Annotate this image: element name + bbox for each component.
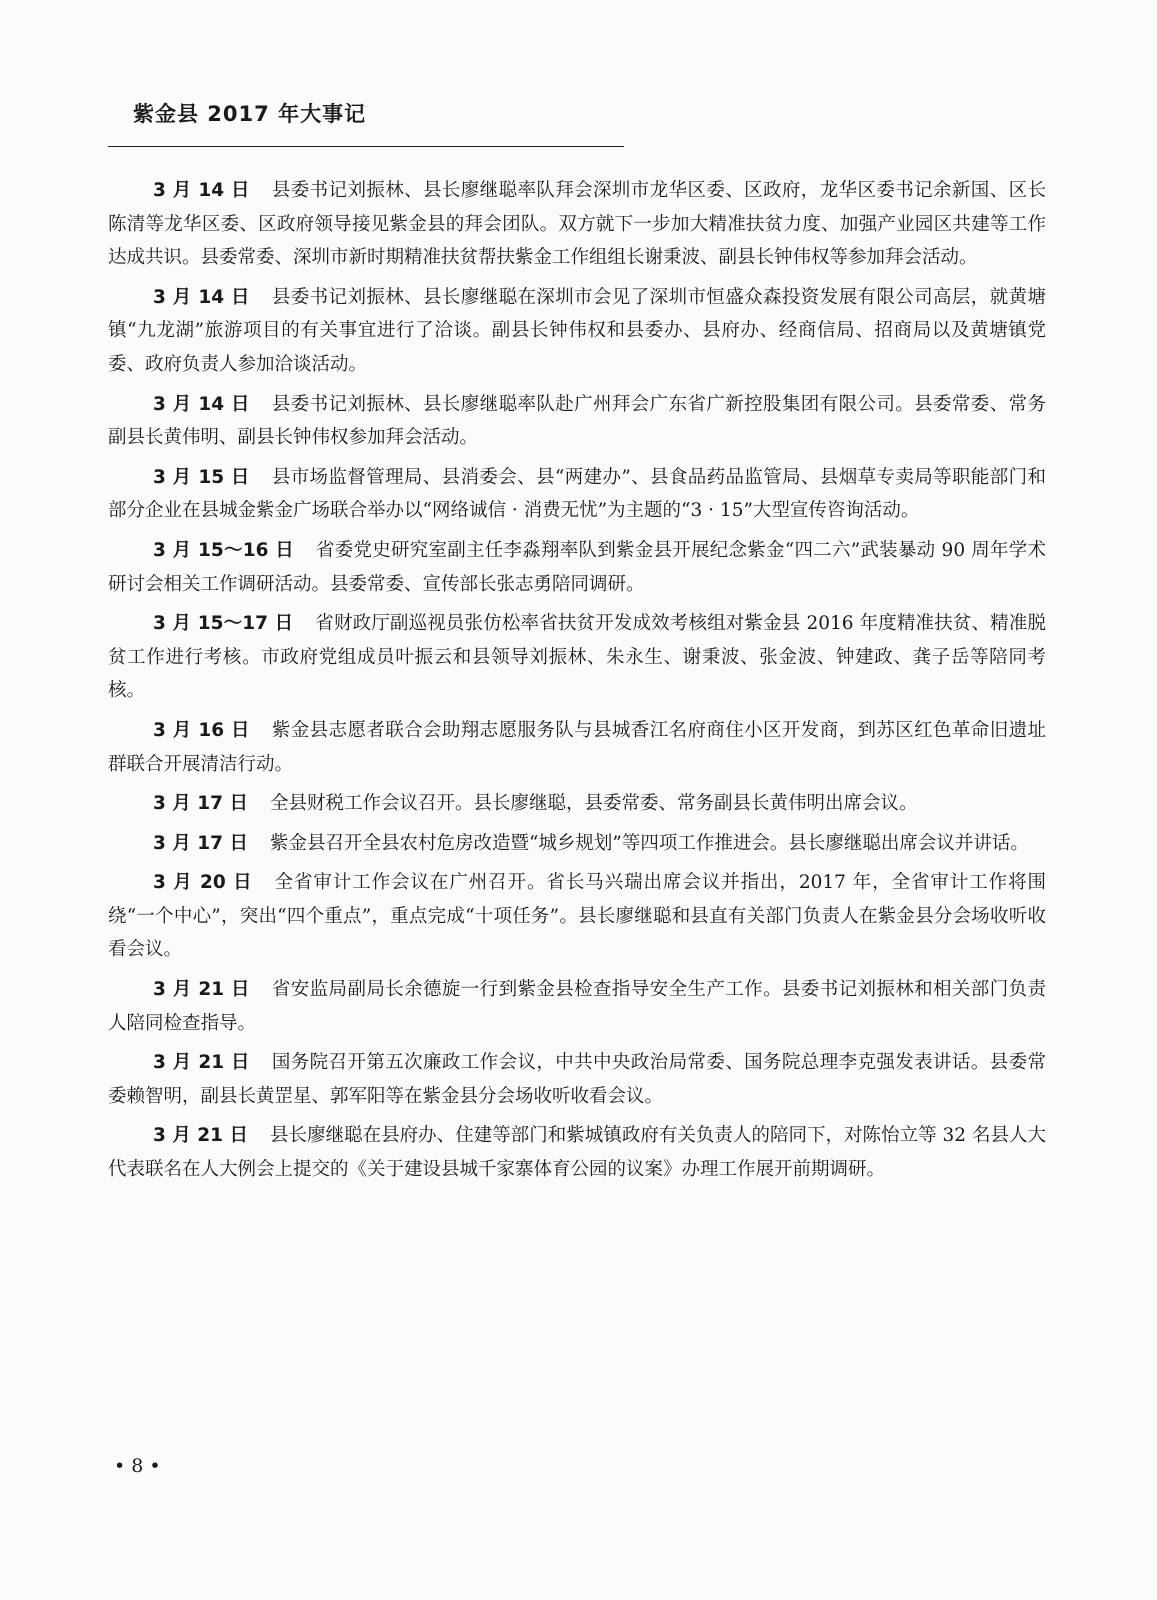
entry-date: 3 月 15～17 日	[153, 613, 294, 635]
entry-date: 3 月 14 日	[153, 180, 250, 201]
entry-text: 县委书记刘振林、县长廖继聪率队拜会深圳市龙华区委、区政府，龙华区委书记余新国、区长陈清等龙华区委、区政府领导接见紫金县的拜会团队。双方就下一步加大精准扶贫力度、加强产业园区共建等工作达成共识。县委常委、深圳市新时期精准扶贫帮扶紫金工作组组长谢秉波、副县长钟伟权等参加拜会活动。	[108, 180, 1046, 269]
entry-text: 省安监局副局长余德旋一行到紫金县检查指导安全生产工作。县委书记刘振林和相关部门负责人陪同检查指导。	[108, 979, 1046, 1034]
entry-date: 3 月 16 日	[153, 719, 250, 741]
entry-date: 3 月 21 日	[153, 1052, 250, 1074]
entry-date: 3 月 15～16 日	[153, 539, 294, 561]
entry-text: 国务院召开第五次廉政工作会议，中共中央政治局常委、国务院总理李克强发表讲话。县委常委赖智明，副县长黄罡星、郭军阳等在紫金县分会场收听收看会议。	[108, 1052, 1046, 1107]
entry-text: 县委书记刘振林、县长廖继聪在深圳市会见了深圳市恒盛众森投资发展有限公司高层，就黄塘镇“九龙湖”旅游项目的有关事宜进行了洽谈。副县长钟伟权和县委办、县府办、经商信局、招商局以及黄塘镇党委、政府负责人参加洽谈活动。	[108, 286, 1046, 375]
entry-date: 3 月 21 日	[153, 1125, 249, 1147]
chronicle-entry	[108, 827, 1046, 861]
chronicle-entry	[108, 787, 1046, 821]
chronicle-entry	[108, 973, 1046, 1040]
chronicle-entry	[108, 174, 1046, 275]
entry-date: 3 月 14 日	[153, 393, 250, 415]
entry-text: 全县财税工作会议召开。县长廖继聪，县委常委、常务副县长黄伟明出席会议。	[269, 793, 918, 815]
chronicle-entry	[108, 714, 1046, 781]
entry-date: 3 月 17 日	[153, 793, 248, 815]
chronicle-entry	[108, 461, 1046, 528]
chronicle-entry	[108, 607, 1046, 708]
entry-text: 紫金县志愿者联合会助翔志愿服务队与县城香江名府商住小区开发商，到苏区红色革命旧遗址群联合开展清洁行动。	[108, 719, 1046, 775]
entry-date: 3 月 15 日	[153, 466, 250, 488]
entry-date: 3 月 20 日	[153, 872, 253, 894]
entry-text: 县委书记刘振林、县长廖继聪率队赴广州拜会广东省广新控股集团有限公司。县委常委、常务副县长黄伟明、副县长钟伟权参加拜会活动。	[108, 393, 1046, 449]
header-divider	[108, 146, 624, 147]
chronicle-entry	[108, 866, 1046, 967]
entry-date: 3 月 21 日	[153, 979, 250, 1001]
entry-text: 紫金县召开全县农村危房改造暨“城乡规划”等四项工作推进会。县长廖继聪出席会议并讲话。	[269, 832, 1029, 854]
entry-text: 县长廖继聪在县府办、住建等部门和紫城镇政府有关负责人的陪同下，对陈怡立等 32 名县人大代表联名在人大例会上提交的《关于建设县城千家寨体育公园的议案》办理工作展开前期调研。	[108, 1125, 1046, 1181]
entry-date: 3 月 17 日	[153, 832, 248, 854]
chronicle-entries	[108, 174, 1046, 1193]
chronicle-entry	[108, 1046, 1046, 1113]
chronicle-entry	[108, 1119, 1046, 1186]
chronicle-entry	[108, 281, 1046, 382]
entry-text: 省委党史研究室副主任李淼翔率队到紫金县开展纪念紫金“四二六”武装暴动 90 周年学术研讨会相关工作调研活动。县委常委、宣传部长张志勇陪同调研。	[108, 539, 1046, 595]
entry-date: 3 月 14 日	[153, 286, 250, 308]
entry-text: 省财政厅副巡视员张仿松率省扶贫开发成效考核组对紫金县 2016 年度精准扶贫、精准脱贫工作进行考核。市政府党组成员叶振云和县领导刘振林、朱永生、谢秉波、张金波、钟建政、龚子岳等陪同考核。	[108, 613, 1046, 702]
entry-text: 全省审计工作会议在广州召开。省长马兴瑞出席会议并指出，2017 年，全省审计工作将围绕“一个中心”，突出“四个重点”，重点完成“十项任务”。县长廖继聪和县直有关部门负责人在紫金县分会场收听收看会议。	[108, 872, 1046, 961]
page-header-title: 紫金县 2017 年大事记	[133, 102, 367, 126]
chronicle-entry	[108, 388, 1046, 455]
chronicle-entry	[108, 534, 1046, 601]
entry-text: 县市场监督管理局、县消委会、县“两建办”、县食品药品监管局、县烟草专卖局等职能部门和部分企业在县城金紫金广场联合举办以“网络诚信 · 消费无忧”为主题的“3 · 15”大型宣传咨询活动。	[108, 466, 1046, 522]
page-number: • 8 •	[114, 1455, 161, 1477]
